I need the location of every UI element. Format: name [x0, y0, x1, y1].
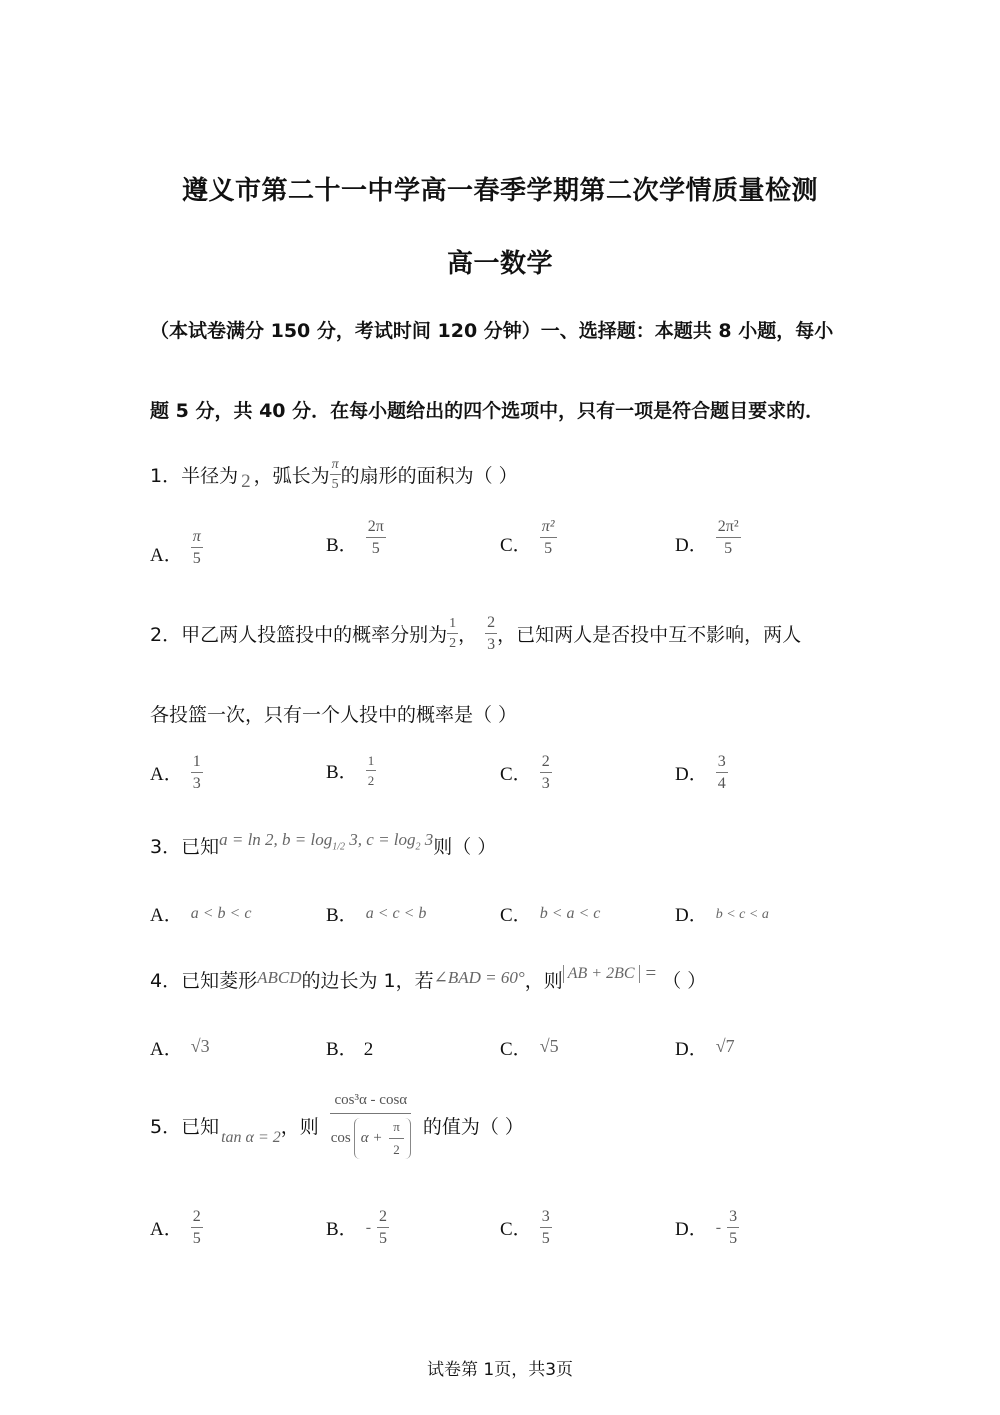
- instructions-line-1: （本试卷满分 150 分，考试时间 120 分钟）一、选择题：本题共 8 小题，每小: [150, 320, 834, 342]
- option-a[interactable]: A． $\frac{2}{5}$: [150, 1208, 201, 1247]
- question-text: 已知菱形: [181, 970, 258, 992]
- instructions-line-2: 题 5 分，共 40 分．在每小题给出的四个选项中，只有一项是符合题目要求的．: [150, 400, 825, 422]
- question-text: 甲乙两人投篮投中的概率分别为: [181, 623, 448, 646]
- option-d[interactable]: D． b < c < a: [675, 905, 769, 926]
- option-c[interactable]: C． $\frac{2}{3}$: [500, 753, 550, 792]
- given-tan: tan α = 2: [221, 1128, 281, 1146]
- arc-length-fraction: $\frac{\pi}{5}$: [331, 456, 339, 492]
- option-a[interactable]: A． a < b < c: [150, 905, 252, 926]
- question-3-options: [150, 900, 850, 930]
- option-c[interactable]: C． √5: [500, 1036, 559, 1060]
- question-number: 5．: [150, 1116, 182, 1138]
- option-c[interactable]: C． $\frac{\text{π²}}{5}$: [500, 518, 555, 557]
- option-b[interactable]: B． - $\frac{2}{5}$: [326, 1208, 388, 1247]
- question-5-options: [150, 1208, 850, 1256]
- question-text: 的值为（ ）: [422, 1116, 524, 1138]
- question-3: [150, 832, 496, 859]
- question-text: 则（ ）: [433, 836, 497, 858]
- question-number: 4．: [150, 970, 182, 992]
- exam-subtitle: 高一数学: [446, 249, 553, 279]
- question-1-options: [150, 518, 850, 566]
- question-5: [150, 1092, 524, 1159]
- question-text: ，已知两人是否投中互不影响，两人: [497, 623, 802, 646]
- option-c[interactable]: C． b < a < c: [500, 905, 601, 926]
- exam-title: 遵义市第二十一中学高一春季学期第二次学情质量检测: [181, 176, 818, 206]
- question-text: ，则: [524, 970, 563, 992]
- angle-expression: ∠BAD = 60°: [433, 967, 525, 987]
- question-2-line-2: 各投篮一次，只有一个人投中的概率是（ ）: [150, 704, 518, 726]
- question-1: [150, 452, 518, 496]
- option-a[interactable]: A． $\frac{\pi}{5}$: [150, 528, 201, 567]
- question-text: ，则: [280, 1116, 319, 1138]
- question-text: 半径为: [181, 464, 239, 487]
- question-text: 的边长为 1，若: [301, 970, 434, 992]
- option-b[interactable]: B． $\frac{2\pi}{5}$: [326, 518, 384, 557]
- question-text: 的扇形的面积为（ ）: [340, 464, 518, 487]
- question-number: 3．: [150, 836, 182, 858]
- option-d[interactable]: D． √7: [675, 1036, 735, 1060]
- option-a[interactable]: A． $\frac{1}{3}$: [150, 753, 201, 792]
- given-expression: a = ln 2, $b = \log_{1/2} 3$, $c = \log_2 3$: [219, 830, 434, 853]
- separator: ，: [458, 623, 478, 646]
- option-d[interactable]: D． $\frac{\text{2π²}}{5}$: [675, 518, 739, 557]
- option-b[interactable]: B． 2: [326, 1039, 374, 1060]
- trig-fraction: cos³α - cosα cos α + $\frac{\pi}{2}$: [327, 1092, 415, 1159]
- option-b[interactable]: B． $\frac{1}{2}$: [326, 753, 375, 788]
- question-4-options: [150, 1034, 850, 1064]
- option-c[interactable]: C． $\frac{3}{5}$: [500, 1208, 550, 1247]
- question-2: [150, 610, 801, 656]
- question-4: [150, 962, 707, 993]
- equals-sign: =: [645, 962, 657, 984]
- question-text: 已知: [181, 836, 220, 858]
- option-d[interactable]: D． - $\frac{3}{5}$: [675, 1208, 738, 1247]
- rhombus-name: ABCD: [257, 967, 302, 987]
- question-number: 1．: [150, 464, 182, 487]
- option-b[interactable]: B． a < c < b: [326, 905, 427, 926]
- question-text: ，弧长为: [253, 464, 330, 487]
- probability-fraction-2: $\frac{2}{3}$: [487, 613, 496, 653]
- option-d[interactable]: D． $\frac{3}{4}$: [675, 753, 726, 792]
- question-text: （ ）: [662, 970, 707, 992]
- probability-fraction-1: $\frac{1}{2}$: [449, 615, 457, 651]
- option-a[interactable]: A． √3: [150, 1036, 210, 1060]
- page-footer: 试卷第 1页，共3页: [426, 1360, 574, 1380]
- radius-value: 2: [241, 471, 251, 492]
- vector-magnitude: AB + 2BC: [563, 965, 640, 983]
- question-text: 已知: [181, 1116, 220, 1138]
- question-2-options: [150, 753, 850, 801]
- question-number: 2．: [150, 623, 182, 646]
